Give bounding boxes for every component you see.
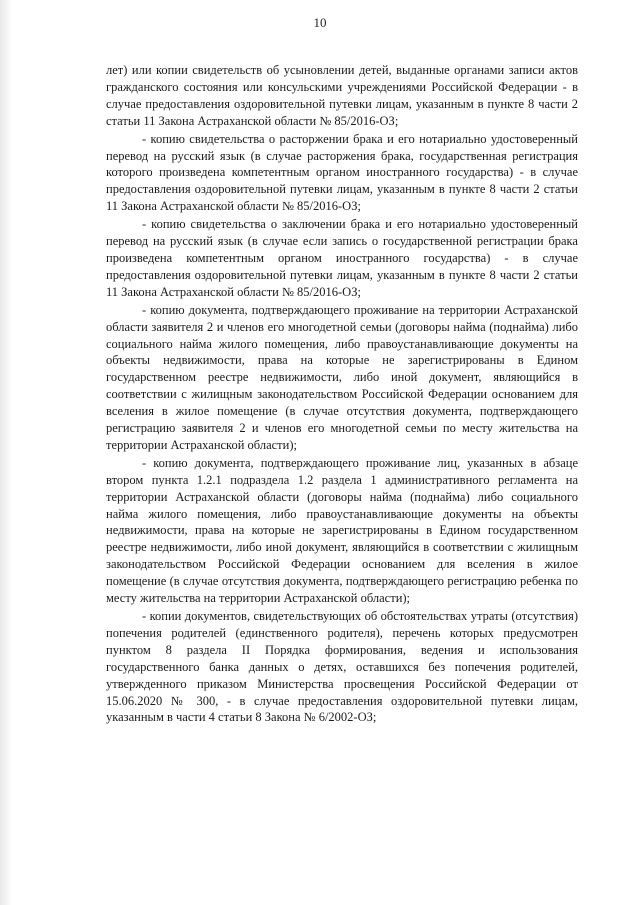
paragraph-1: лет) или копии свидетельств об усыновлении детей, выданные органами записи актов гражданского состояния или консульскими учреждениями Российской Федерации - в случае предоставления оздоровительной путевки лицам, указанным в пункте 8 части 2 статьи 11 Закона Астраханской области № 85/2016-ОЗ; <box>106 63 578 128</box>
paragraph-5: - копию документа, подтверждающего проживание лиц, указанных в абзаце втором пункта 1.2.1 подраздела 1.2 раздела 1 административного регламента на территории Астраханской области (договоры найма (поднайма) либо социального найма жилого помещения, либо правоустанавливающие документы на объекты недвижимости, права на которые не зарегистрированы в Едином государственном реестре недвижимости, либо иной документ, являющийся в соответствии с жилищным законодательством Российской Федерации основанием для вселения в жилое помещение (в случае отсутствия документа, подтверждающего регистрацию ребенка по месту жительства на территории Астраханской области); <box>106 455 578 606</box>
paragraph-6: - копии документов, свидетельствующих об обстоятельствах утраты (отсутствия) попечения родителей (единственного родителя), перечень которых предусмотрен пунктом 8 раздела II Порядка формирования, ведения и использования государственного банка данных о детях, оставшихся без попечения родителей, утвержденного приказом Министерства просвещения Российской Федерации от 15.06.2020 № 300, - в случае предоставления оздоровительной путевки лицам, указанным в части 4 статьи 8 Закона № 6/2002-ОЗ; <box>106 609 578 725</box>
paragraph-3: - копию свидетельства о заключении брака и его нотариально удостоверенный перевод на русский язык (в случае если запись о государственной регистрации брака произведена компетентным органом иностранного государства) - в случае предоставления оздоровительной путевки лицам, указанным в пункте 8 части 2 статьи 11 Закона Астраханской области № 85/2016-ОЗ; <box>106 217 578 299</box>
page-number: 10 <box>313 15 327 30</box>
scan-edge-shadow <box>0 0 12 905</box>
document-body <box>106 62 578 726</box>
paragraph-2: - копию свидетельства о расторжении брака и его нотариально удостоверенный перевод на русский язык (в случае расторжения брака, государственная регистрация которого произведена компетентным органом иностранного государства) - в случае предоставления оздоровительной путевки лицам, указанным в пункте 8 части 2 статьи 11 Закона Астраханской области № 85/2016-ОЗ; <box>106 131 578 214</box>
paragraph-4: - копию документа, подтверждающего проживание на территории Астраханской области заявителя 2 и членов его многодетной семьи (договоры найма (поднайма) либо социального найма жилого помещения, либо правоустанавливающие документы на объекты недвижимости, права на которые не зарегистрированы в Едином государственном реестре недвижимости, либо иной документ, являющийся в соответствии с жилищным законодательством Российской Федерации основанием для вселения в жилое помещение (в случае отсутствия документа, подтверждающего регистрацию заявителя 2 и членов его многодетной семьи по месту жительства на территории Астраханской области); <box>106 302 578 452</box>
